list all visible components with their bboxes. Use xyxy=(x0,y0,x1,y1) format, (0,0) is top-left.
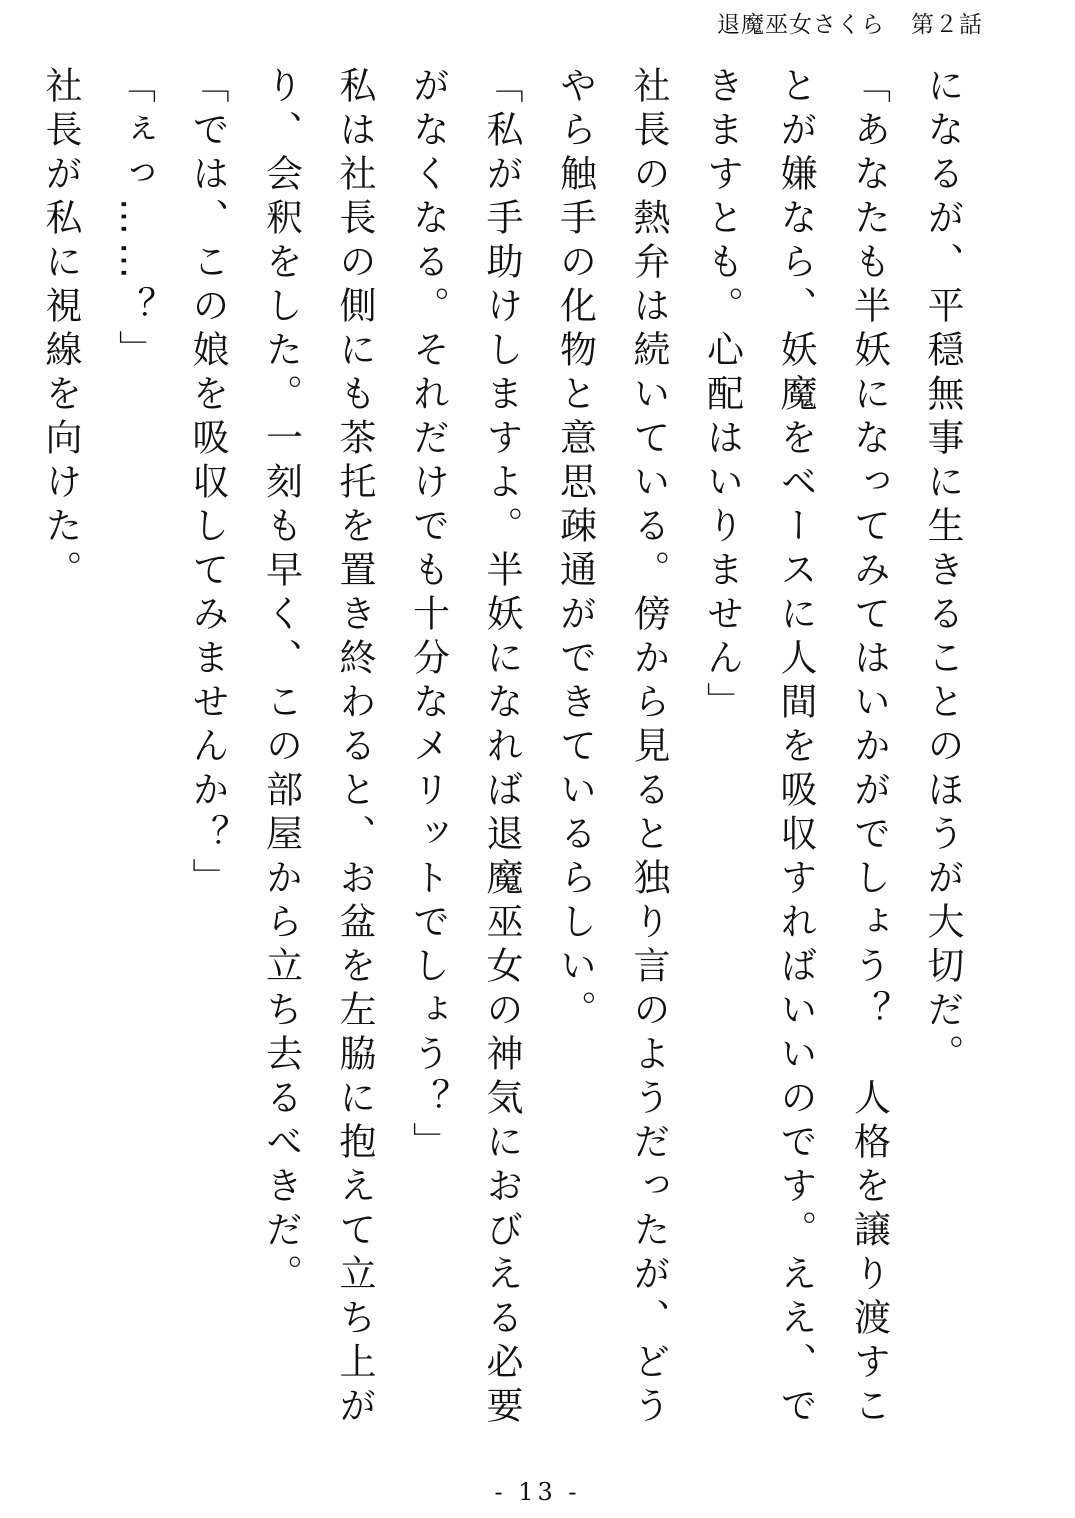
vertical-body-text xyxy=(24,66,980,1456)
paragraph: 「では、この娘を吸収してみませんか？」 xyxy=(186,66,229,902)
paragraph: 「ぇっ……？」 xyxy=(112,66,156,374)
paragraph: 社長の熱弁は続いている。傍から見ると独り言のようだったが、どうやら触手の化物と意思疎通ができているらしい。 xyxy=(553,66,670,1430)
page-number: - 13 - xyxy=(494,1478,581,1506)
paragraph: になるが、平穏無事に生きることのほうが大切だ。 xyxy=(921,66,964,1078)
paragraph: 「あなたも半妖になってみてはいかがでしょう？ 人格を譲り渡すことが嫌なら、妖魔をベースに人間を吸収すればいいのです。ええ、できますとも。心配はいりません」 xyxy=(700,66,891,1430)
book-title: 退魔巫女さくら xyxy=(717,12,885,38)
paragraph: 私は社長の側にも茶托を置き終わると、お盆を左脇に抱えて立ち上がり、会釈をした。一刻も早く、この部屋から立ち去るべきだ。 xyxy=(259,66,376,1430)
paragraph: 社長が私に視線を向けた。 xyxy=(39,66,82,594)
chapter-label: 第２話 xyxy=(911,12,983,38)
running-header xyxy=(717,6,983,39)
paragraph: 「私が手助けしますよ。半妖になれば退魔巫女の神気におびえる必要がなくなる。それだけでも十分なメリットでしょう？」 xyxy=(406,66,523,1430)
